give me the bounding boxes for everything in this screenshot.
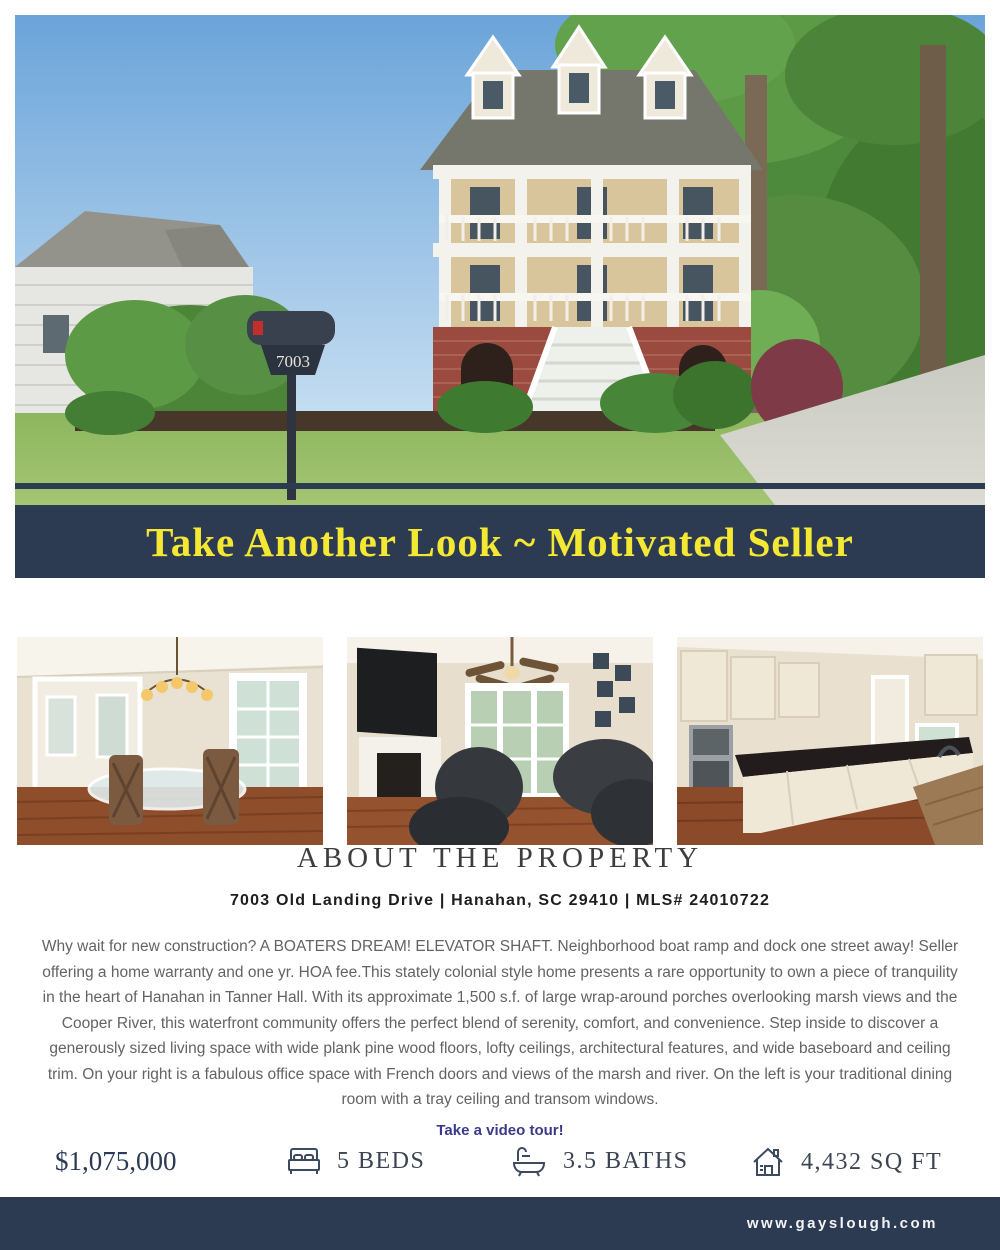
video-tour-link[interactable]: Take a video tour! [436, 1122, 564, 1139]
property-description: Why wait for new construction? A BOATERS DREAM! ELEVATOR SHAFT. Neighborhood boat ramp and dock one street away! Seller offering a home warranty and one yr. HOA fee.This stately colonial style home presents a rare opportunity to own a piece of tranquility in the heart of Hanahan in Tanner Hall. With its approximate 1,500 s.f. of large wrap-around porches overlooking marsh views and the Cooper River, this waterfront community offers the perfect blend of serenity, comfort, and convenience. Step inside to discover a generously sized living space with wide plank pine wood floors, lofty ceilings, architectural features, and wide baseboard and ceiling trim. On your right is a fabulous office space with French doors and views of the marsh and river. On the left is your traditional dining room with a tray ceiling and transom windows. [41, 938, 959, 1108]
dining-room-illustration [17, 637, 323, 845]
bed-icon [286, 1144, 322, 1178]
motivated-seller-banner [15, 505, 985, 578]
gallery-photo-living-room [347, 637, 653, 845]
hero-photo-illustration [15, 15, 985, 505]
gallery-photo-dining-room [17, 637, 323, 845]
price: $1,075,000 [55, 1146, 177, 1176]
website-link[interactable]: www.gayslough.com [746, 1215, 938, 1232]
footer-bar [0, 1197, 1000, 1250]
hero-photo [15, 15, 985, 505]
banner-title: Take Another Look ~ Motivated Seller [146, 518, 854, 565]
gallery-photo-kitchen [677, 637, 983, 845]
hero-divider-line [15, 483, 985, 489]
beds-label: 5 BEDS [337, 1147, 426, 1174]
bath-icon [510, 1144, 548, 1178]
living-room-illustration [347, 637, 653, 845]
stat-beds [286, 1144, 425, 1178]
stat-baths [510, 1144, 689, 1178]
baths-label: 3.5 BATHS [563, 1147, 689, 1174]
sqft-label: 4,432 SQ FT [801, 1148, 943, 1175]
stat-sqft [750, 1144, 942, 1180]
property-address: 7003 Old Landing Drive | Hanahan, SC 29410 | MLS# 24010722 [229, 892, 771, 909]
kitchen-illustration [677, 637, 983, 845]
mailbox-number: 7003 [276, 352, 310, 371]
house-icon [750, 1144, 786, 1180]
about-heading: ABOUT THE PROPERTY [296, 842, 704, 874]
